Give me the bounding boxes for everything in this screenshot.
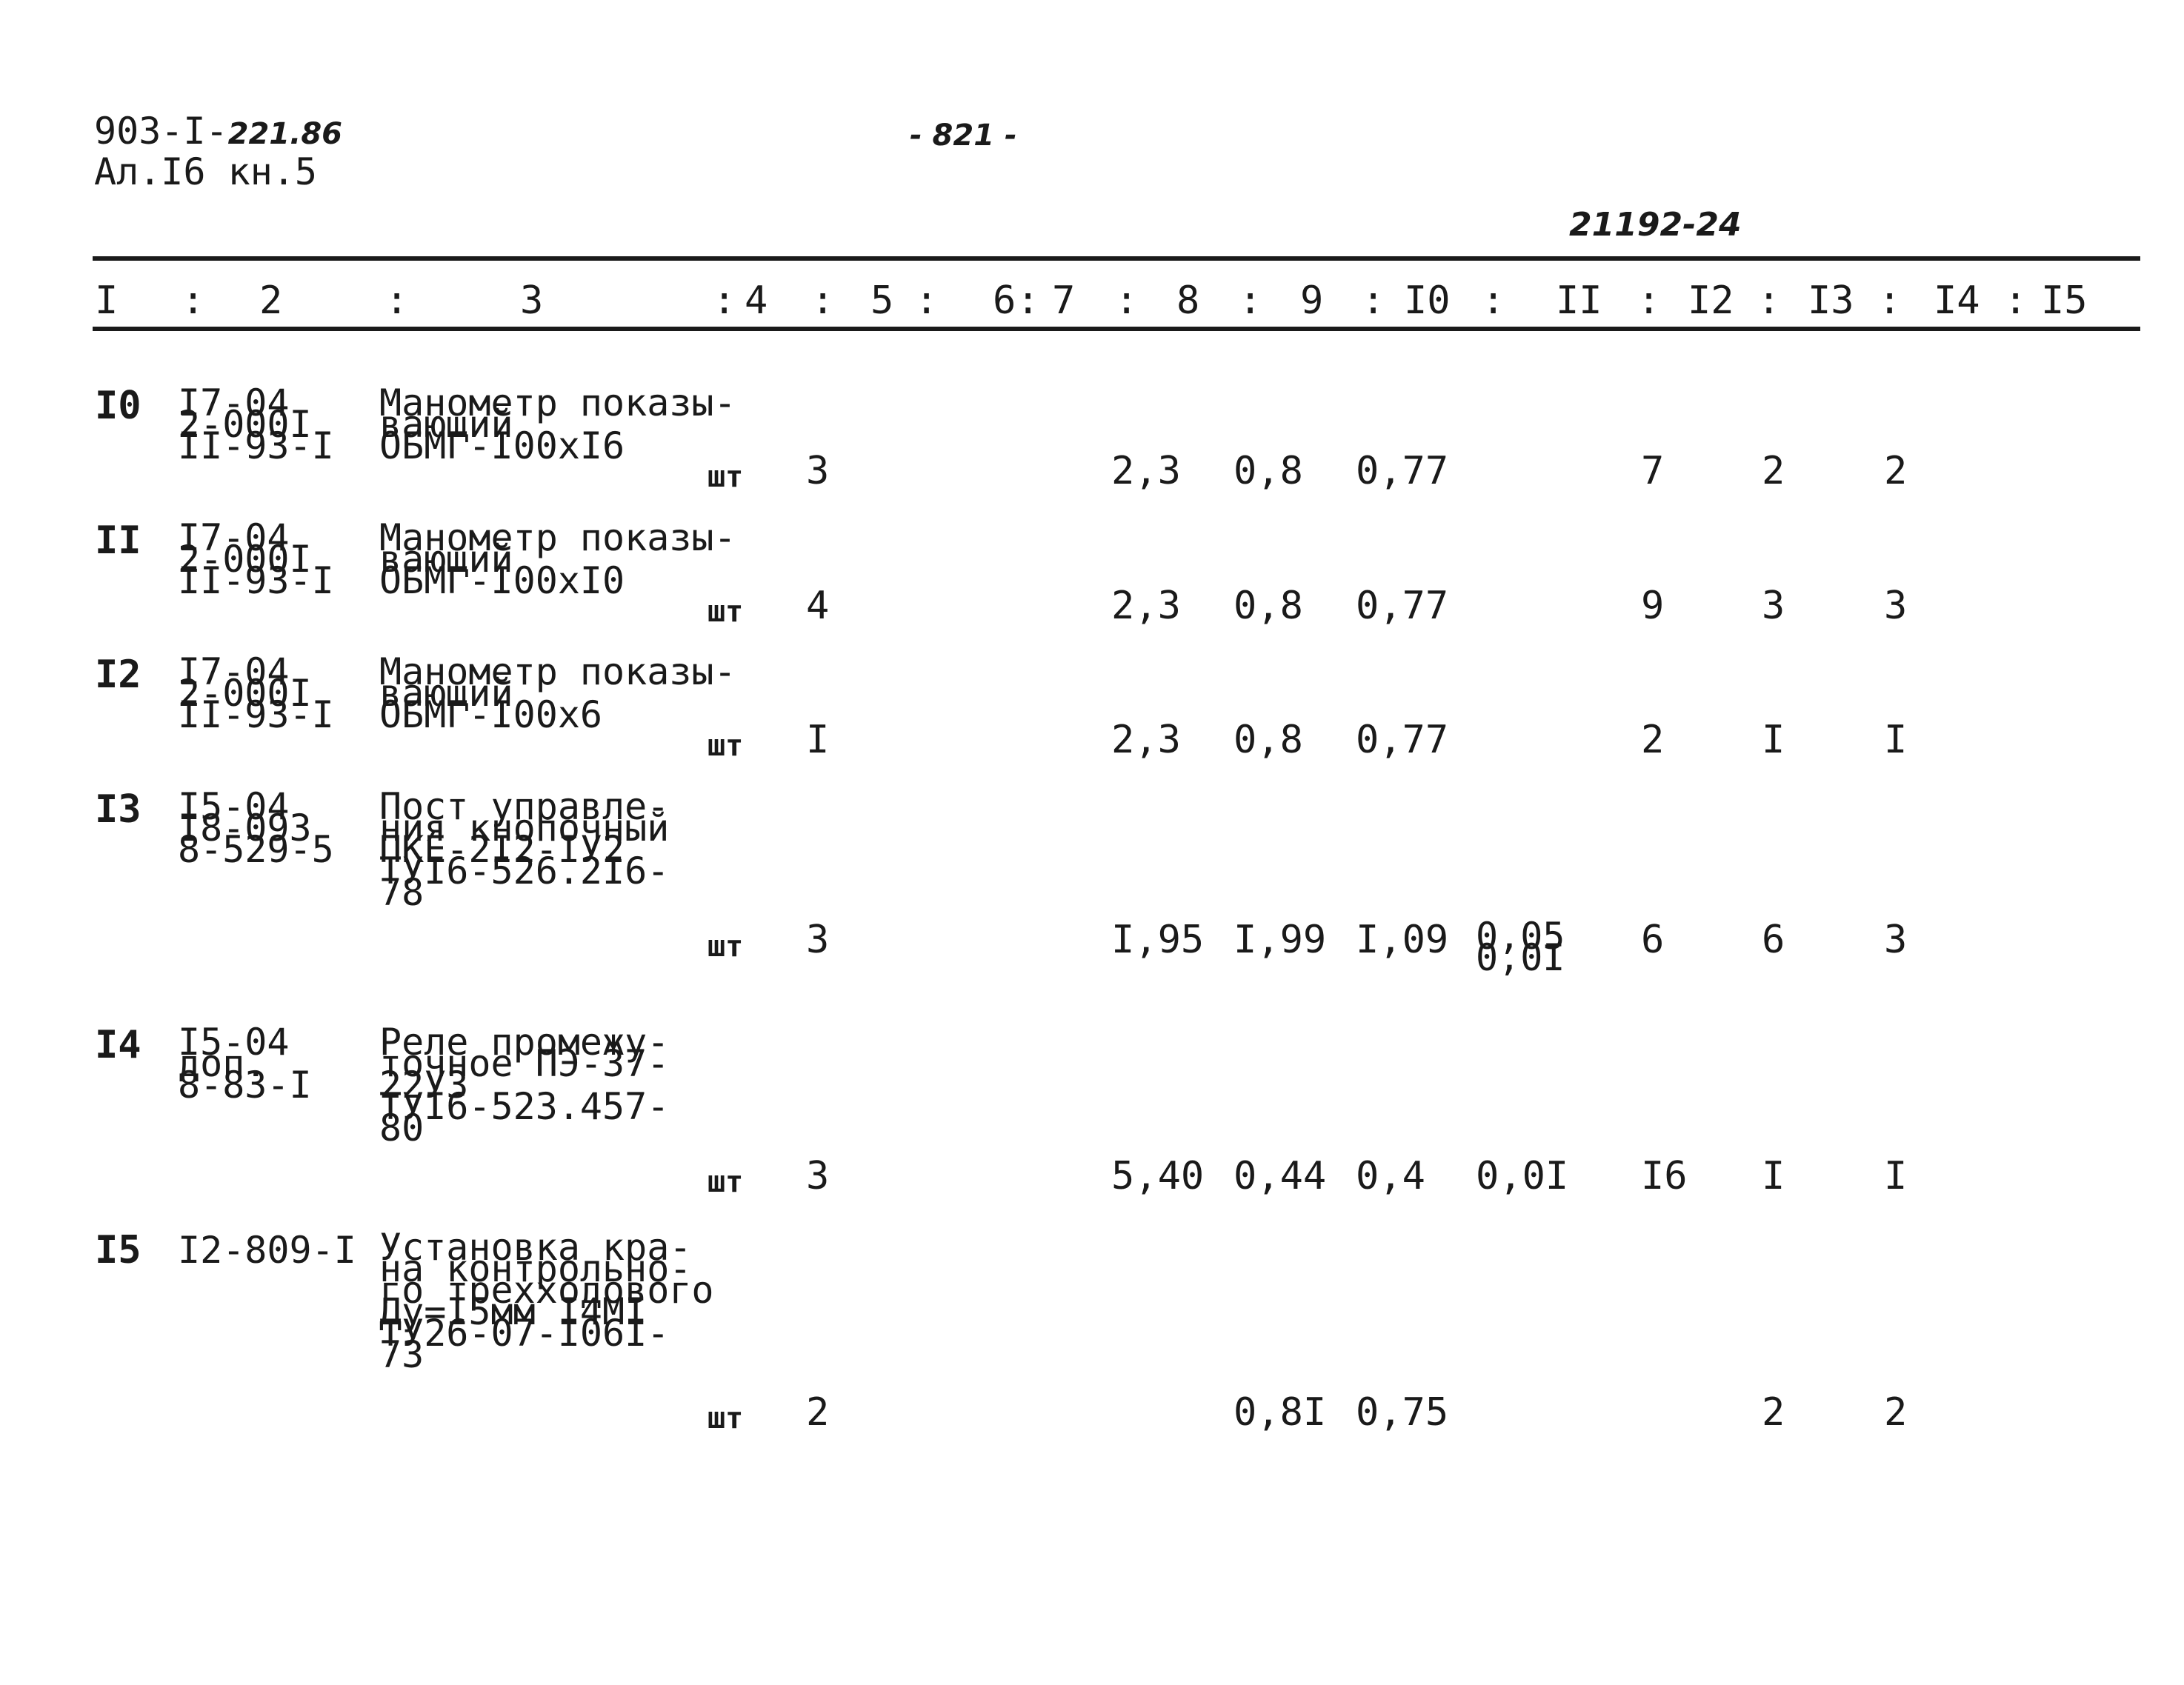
row-col12: 7 [1641,449,1665,493]
row-col10: 0,75 [1356,1390,1449,1435]
document-code [94,111,342,154]
row-name: Пост управле- ния кнопочный ПКЕ-2I2-IУ2 ТУI6-526.2I6- 78 [379,785,670,914]
col-header-11: II [1556,278,1602,323]
row-number: I4 [95,1023,142,1067]
row-col10: I,09 [1356,918,1449,962]
row-col9: 0,8 [1234,449,1303,493]
row-col10: 0,77 [1356,449,1449,493]
col-sep: : [1362,278,1385,323]
row-col8: 2,3 [1111,718,1181,762]
page-number: - 821 - [910,119,1017,153]
col-header-15: I5 [2041,278,2088,323]
row-name: Манометр показы- вающий ОБМГ-I00xI0 [379,516,736,602]
row-number: I3 [95,787,142,832]
row-col14: I [1884,718,1908,762]
row-col9: 0,8I [1234,1390,1327,1435]
row-code: I5-04 доп. 8-83-I [178,1021,312,1107]
col-header-14: I4 [1934,278,1980,323]
row-col11: 0,0I [1476,1154,1569,1198]
col-sep: : [1239,278,1262,323]
col-header-6: 6 [993,278,1016,323]
col-sep: : [1757,278,1781,323]
col-header-2: 2 [259,278,283,323]
row-col12: 6 [1641,918,1665,962]
row-col10: 0,77 [1356,718,1449,762]
col-sep: : [1637,278,1661,323]
row-col8: 2,3 [1111,449,1181,493]
col-sep: : [915,278,939,323]
col-header-3: 3 [520,278,544,323]
row-code: I2-809-I [178,1229,356,1272]
col-sep: : [811,278,835,323]
row-col10: 0,77 [1356,584,1449,628]
col-sep: : [1016,278,1040,323]
row-col13: I [1762,718,1785,762]
row-col9: 0,44 [1234,1154,1327,1198]
row-number: I2 [95,653,142,697]
row-quantity: 3 [806,918,830,962]
col-header-4: 4 [745,278,768,323]
row-code: I7-04 2-000I II-93-I [178,516,334,602]
col-sep: : [713,278,736,323]
row-col13: 3 [1762,584,1785,628]
col-header-1: I [95,278,119,323]
album-label: Ал.I6 кн.5 [94,150,318,193]
row-unit: шт [708,595,744,629]
row-number: II [95,518,142,563]
row-unit: шт [708,729,744,763]
row-quantity: 2 [806,1390,830,1435]
row-col8: 5,40 [1111,1154,1205,1198]
col-header-13: I3 [1808,278,1854,323]
row-col14: 3 [1884,918,1908,962]
row-number: I5 [95,1228,142,1272]
row-col14: I [1884,1154,1908,1198]
row-col11: 0,05 0,0I [1476,915,1565,979]
row-unit: шт [708,1401,744,1435]
row-col12: 2 [1641,718,1665,762]
row-col9: 0,8 [1234,718,1303,762]
row-col13: 2 [1762,449,1785,493]
row-col13: 2 [1762,1390,1785,1435]
row-col13: I [1762,1154,1785,1198]
col-sep: : [1482,278,1505,323]
col-sep: : [385,278,409,323]
row-name: Реле промежу- точное ПЭ-37- 22У3 ТУI6-523.457- 80 [379,1021,670,1150]
col-sep: : [2004,278,2028,323]
row-quantity: 4 [806,584,830,628]
row-col9: I,99 [1234,918,1327,962]
col-header-12: I2 [1688,278,1734,323]
row-quantity: 3 [806,1154,830,1198]
row-col12: 9 [1641,584,1665,628]
col-header-9: 9 [1300,278,1324,323]
row-quantity: 3 [806,449,830,493]
row-col8: I,95 [1111,918,1205,962]
row-unit: шт [708,1165,744,1199]
document-code-printed: 903-I- [94,110,228,153]
row-col13: 6 [1762,918,1785,962]
row-name: Манометр показы- вающий ОБМГ-I00x6 [379,650,736,736]
row-code: I7-04 2-000I II-93-I [178,650,334,736]
row-code: I7-04 2-000I II-93-I [178,381,334,467]
row-unit: шт [708,460,744,494]
col-sep: : [1115,278,1139,323]
row-quantity: I [806,718,830,762]
header-bottom-rule [93,327,2140,331]
row-name: Установка кра- на контрольно- го трехходового Ду=I5мм I4МI ТУ26-07-I06I- 73 [379,1226,714,1376]
row-col8: 2,3 [1111,584,1181,628]
header-top-rule [93,256,2140,261]
col-header-8: 8 [1176,278,1200,323]
row-col14: 2 [1884,449,1908,493]
row-col9: 0,8 [1234,584,1303,628]
col-header-5: 5 [870,278,894,323]
row-code: I5-04 I8-093 8-529-5 [178,785,334,871]
row-col10: 0,4 [1356,1154,1425,1198]
row-unit: шт [708,930,744,964]
col-header-10: I0 [1404,278,1451,323]
col-header-7: 7 [1052,278,1076,323]
row-number: I0 [95,384,142,428]
row-col12: I6 [1641,1154,1688,1198]
col-sep: : [1878,278,1902,323]
sheet-code: 21192-24 [1569,206,1742,244]
row-name: Манометр показы- вающий ОБМГ-I00xI6 [379,381,736,467]
row-col14: 3 [1884,584,1908,628]
col-sep: : [182,278,205,323]
document-code-handwritten: 221.86 [227,117,342,151]
row-col14: 2 [1884,1390,1908,1435]
